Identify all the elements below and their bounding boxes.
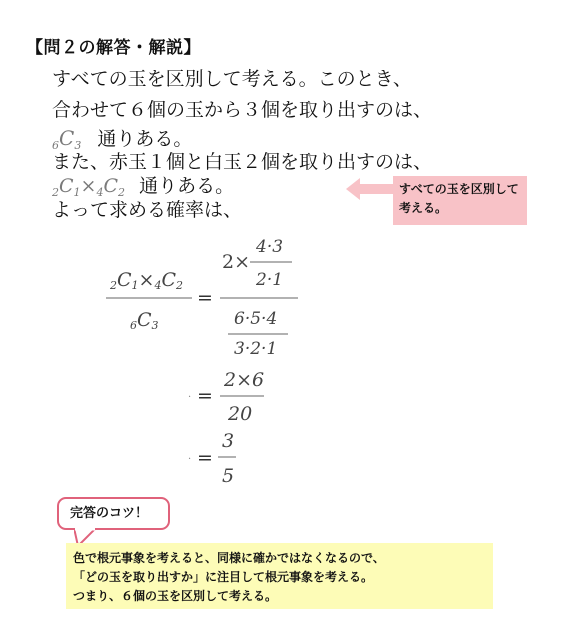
d1-numerator: 6·5·4 — [234, 309, 278, 329]
n1-prefix: 2× — [222, 251, 251, 273]
r3-numerator: 3 — [222, 430, 235, 452]
tip-line-2: 「どの玉を取り出すか」に注目して根元事象を考える。 — [73, 570, 374, 584]
text-line-6: よって求める確率は、 — [52, 199, 243, 221]
text-line-4: また、赤玉１個と白玉２個を取り出すのは、 — [52, 151, 433, 173]
callout-note: すべての玉を区別して考える。 — [393, 176, 527, 225]
arrow-icon — [346, 178, 394, 200]
comb-6c3: $_6C_3$ — [52, 126, 82, 152]
tip-label-bubble: 完答のコツ！ — [57, 497, 170, 530]
probability-formula — [100, 230, 320, 490]
text-line-2: 合わせて６個の玉から３個を取り出すのは、 — [52, 99, 433, 121]
tip-box — [66, 543, 493, 609]
page-title: 【問２の解答・解説】 — [26, 38, 201, 58]
tip-line-1: 色で根元事象を考えると、同様に確かではなくなるので、 — [73, 551, 385, 565]
r2-numerator: 2×6 — [224, 369, 265, 391]
comb-expression: $_2C_1\times_4C_2$ — [52, 175, 126, 199]
r2-denominator: 20 — [228, 403, 253, 425]
tip-line-3: つまり、６個の玉を区別して考える。 — [73, 589, 278, 603]
lhs-numerator: 2C1×4C2 — [110, 269, 184, 292]
equals-sign-1: = — [197, 287, 213, 309]
dot-2: · — [188, 454, 192, 465]
n1-numerator: 4·3 — [256, 237, 284, 257]
text-line-1: すべての玉を区別して考える。このとき、 — [52, 68, 412, 90]
equals-sign-3: = — [197, 447, 213, 469]
equals-sign-2: = — [197, 385, 213, 407]
text-line-3: $_6C_3$ 通りある。 — [52, 126, 193, 152]
dot-1: · — [188, 392, 192, 403]
r3-denominator: 5 — [222, 465, 235, 487]
lhs-denominator: 6C3 — [130, 309, 159, 332]
n1-denominator: 2·1 — [256, 270, 284, 290]
d1-denominator: 3·2·1 — [234, 339, 278, 359]
text-line-5: $_2C_1\times_4C_2$ 通りある。 — [52, 175, 235, 199]
